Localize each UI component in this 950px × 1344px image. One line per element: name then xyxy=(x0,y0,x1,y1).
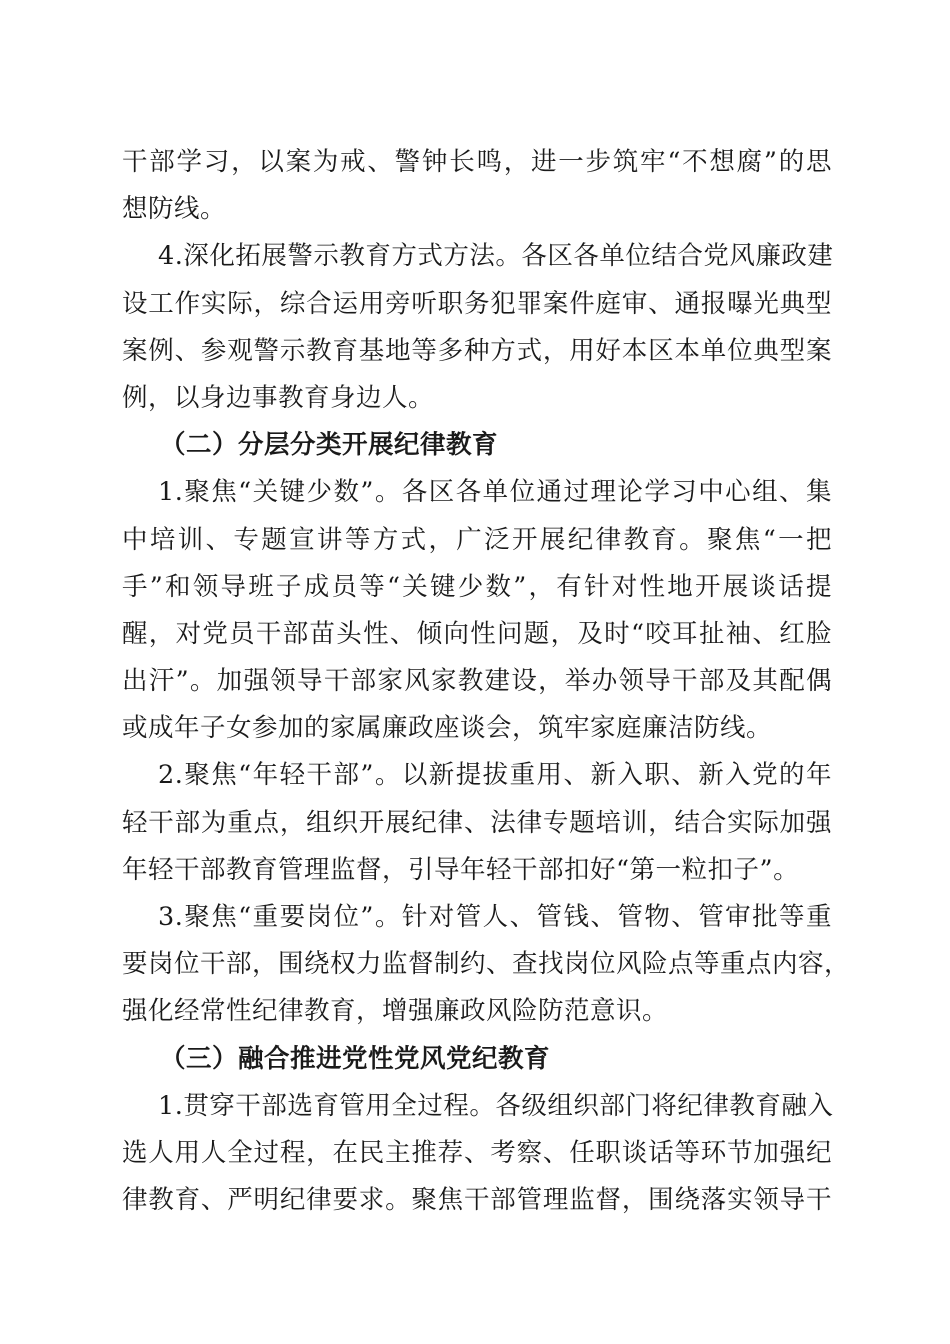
document-body xyxy=(122,139,851,1224)
text-line: 醒，对党员干部苗头性、倾向性问题，及时“咬耳扯袖、红脸 xyxy=(122,618,832,649)
text-line: 设工作实际，综合运用旁听职务犯罪案件庭审、通报曝光典型 xyxy=(122,288,832,319)
text-line: 干部学习，以案为戒、警钟长鸣，进一步筑牢“不想腐”的思 xyxy=(122,147,832,177)
text-line: 选人用人全过程，在民主推荐、考察、任职谈话等环节加强纪 xyxy=(122,1137,832,1168)
item-1-line: 1.聚焦“关键少数”。各区各单位通过理论学习中心组、集 xyxy=(158,477,832,508)
text-line: 中培训、专题宣讲等方式，广泛开展纪律教育。聚焦“一把 xyxy=(122,524,832,555)
text-line: 强化经常性纪律教育，增强廉政风险防范意识。 xyxy=(122,996,669,1027)
text-line: 出汗”。加强领导干部家风家教建设，举办领导干部及其配偶 xyxy=(122,666,832,697)
section-heading-3: （三）融合推进党性党风党纪教育 xyxy=(160,1043,551,1074)
text-line: 或成年子女参加的家属廉政座谈会，筑牢家庭廉洁防线。 xyxy=(122,713,773,744)
item-1-line: 1.贯穿干部选育管用全过程。各级组织部门将纪律教育融入 xyxy=(158,1090,834,1121)
text-line: 律教育、严明纪律要求。聚焦干部管理监督，围绕落实领导干 xyxy=(122,1185,832,1216)
text-line: 案例、参观警示教育基地等多种方式，用好本区本单位典型案 xyxy=(122,335,832,366)
text-line: 手”和领导班子成员等“关键少数”，有针对性地开展谈话提 xyxy=(122,571,832,602)
item-2-line: 2.聚焦“年轻干部”。以新提拔重用、新入职、新入党的年 xyxy=(158,760,832,791)
text-line: 年轻干部教育管理监督，引导年轻干部扣好“第一粒扣子”。 xyxy=(122,854,800,885)
text-line: 想防线。 xyxy=(122,194,227,225)
text-line: 轻干部为重点，组织开展纪律、法律专题培训，结合实际加强 xyxy=(122,807,832,838)
section-heading-2: （二）分层分类开展纪律教育 xyxy=(160,430,499,461)
text-line: 要岗位干部，围绕权力监督制约、查找岗位风险点等重点内容， xyxy=(122,949,851,980)
item-3-line: 3.聚焦“重要岗位”。针对管人、管钱、管物、管审批等重 xyxy=(158,902,832,932)
text-line: 例，以身边事教育身边人。 xyxy=(122,382,435,413)
item-4-line: 4.深化拓展警示教育方式方法。各区各单位结合党风廉政建 xyxy=(158,241,834,272)
